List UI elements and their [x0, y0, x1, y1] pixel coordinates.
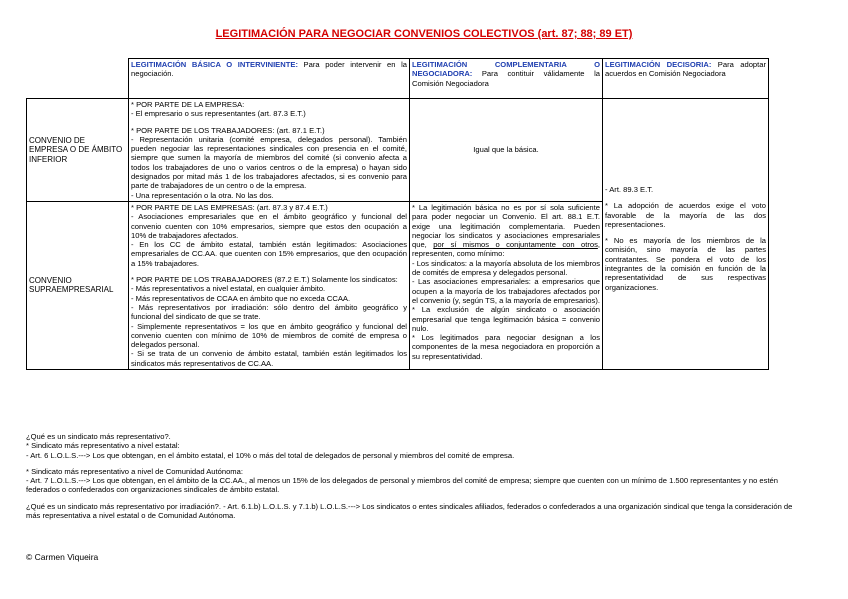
row-label-empresa: CONVENIO DE EMPRESA O DE ÁMBITO INFERIOR: [27, 99, 129, 202]
note-line: * Sindicato más representativo a nivel de Comunidad Autónoma:: [26, 466, 243, 476]
note-line: ¿Qué es un sindicato más representativo?.: [26, 432, 171, 441]
basica-supra-cell: * POR PARTE DE LAS EMPRESAS: (art. 87.3 y 87.4 E.T.) - Asociaciones empresariales que en el ámbito geográfico y funcional del convenio cuenten con 10% empresarios, siempre que estos den ocupación a 10% de trabajadores afectados. - En los CC de ámbito estatal, también están legitimados: Asociaciones empresariales de CC.AA. que cuenten con 15% empresarios, que den ocupación a 15% trabajadores. * POR PARTE DE LOS TRABAJADORES (87.2 E.T.) Solamente los sindicatos: - Más representativos a nivel estatal, en cualquier ámbito. - Más representativos de CCAA en ámbito que no exceda CCAA. - Más representativos por irradiación: sólo dentro del ámbito geográfico y funcional del sindicato de que se trate. - Simplemente representativos = los que en ámbito geográfico y funcional del convenio cuenten con mínimo de 10% de miembros de comité de empresa o delegados personal. - Si se trata de un convenio de ámbito estatal, también están legitimados los sindicatos más representativos de CC.AA.: [129, 201, 410, 369]
header-decisoria: LEGITIMACIÓN DECISORIA: Para adoptar acuerdos en Comisión Negociadora: [603, 59, 769, 99]
header-complementaria: LEGITIMACIÓN COMPLEMENTARIA O NEGOCIADORA: Para contituir válidamente la Comisión Negociadora: [410, 59, 603, 99]
basica-empresa-cell: * POR PARTE DE LA EMPRESA: - El empresario o sus representantes (art. 87.3 E.T.) * POR PARTE DE LOS TRABAJADORES: (art. 87.1 E.T.) - Representación unitaria (comité empresa, delegados personal). También pueden negociar las representaciones sindicales con presencia en el comité, siempre que sumen la mayoría de miembros del comité (si convenio afecta a todos los trabajadores de uno o varios centros o de la empresa) o hayan sido designados por mitad más 1 de los trabajadores afectados, si es convenio para parte de trabajadores de un centro o de la empresa. - Una representación o la otra. No las dos.: [129, 99, 410, 202]
header-row: [27, 59, 769, 99]
note-line: - Art. 6 L.O.L.S.---> Los que obtengan, en el ámbito estatal, el 10% o más del total de delegados de personal y miembros del comité de empresa.: [26, 450, 515, 460]
footnotes: [26, 432, 806, 520]
header-basica: LEGITIMACIÓN BÁSICA O INTERVINIENTE: Para poder intervenir en la negociación.: [129, 59, 410, 99]
complementaria-supra-cell: * La legitimación básica no es por sí sola suficiente para poder negociar un Convenio. El art. 88.1 E.T. exige una legitimación complementaria. Pueden negociar los sindicatos y asociaciones empresariales que, por sí mismos o conjuntamente con otros, representen, como mínimo: - Los sindicatos: a la mayoría absoluta de los miembros de comités de empresa y delegados personal. - Las asociaciones empresariales: a empresarios que ocupen a la mayoría de los trabajadores afectados por el convenio (y, según TS, a la mayoría de empresarios). * La exclusión de algún sindicato o asociación empresarial que tenga legitimación básica = convenio nulo. * Los legitimados para negociar designan a los componentes de la mesa negociadora en proporción a su representatividad.: [410, 201, 603, 369]
complementaria-empresa-cell: Igual que la básica.: [410, 99, 603, 202]
empty-corner-cell: [27, 59, 129, 99]
decisoria-cell: - Art. 89.3 E.T. * La adopción de acuerdos exige el voto favorable de la mayoría de las dos representaciones. * No es mayoría de los miembros de la comisión, sino mayoría de las partes contratantes. Se pondera el voto de los integrantes de la comisión en función de la representatividad de sus respectivas organizaciones.: [603, 99, 769, 370]
copyright: © Carmen Viqueira: [26, 552, 99, 562]
row-convenio-empresa: [27, 99, 769, 202]
page-title: LEGITIMACIÓN PARA NEGOCIAR CONVENIOS COLECTIVOS (art. 87; 88; 89 ET): [215, 28, 633, 40]
note-line: * Sindicato más representativo a nivel estatal:: [26, 441, 180, 451]
legitimation-table: [26, 58, 769, 370]
note-line: - Art. 7 L.O.L.S.---> Los que obtengan, en el ámbito de la CC.AA., al menos un 15% de los delegados de personal y miembros del comité de empresa; siempre que cuenten con un mínimo de 1.500 representantes y no estén federados o confederados con organizaciones sindicales de ámbito estatal.: [26, 476, 779, 495]
note-line: ¿Qué es un sindicato más representativo por irradiación?. - Art. 6.1.b) L.O.L.S. y 7.1.b) L.O.L.S.---> Los sindicatos o entes sindicales afiliados, federados o confederados a una organización sindical que tenga la consideración de más representativa a nivel estatal o de Comunidad Autónoma.: [26, 501, 793, 521]
row-label-supraempresarial: CONVENIO SUPRAEMPRESARIAL: [27, 201, 129, 369]
